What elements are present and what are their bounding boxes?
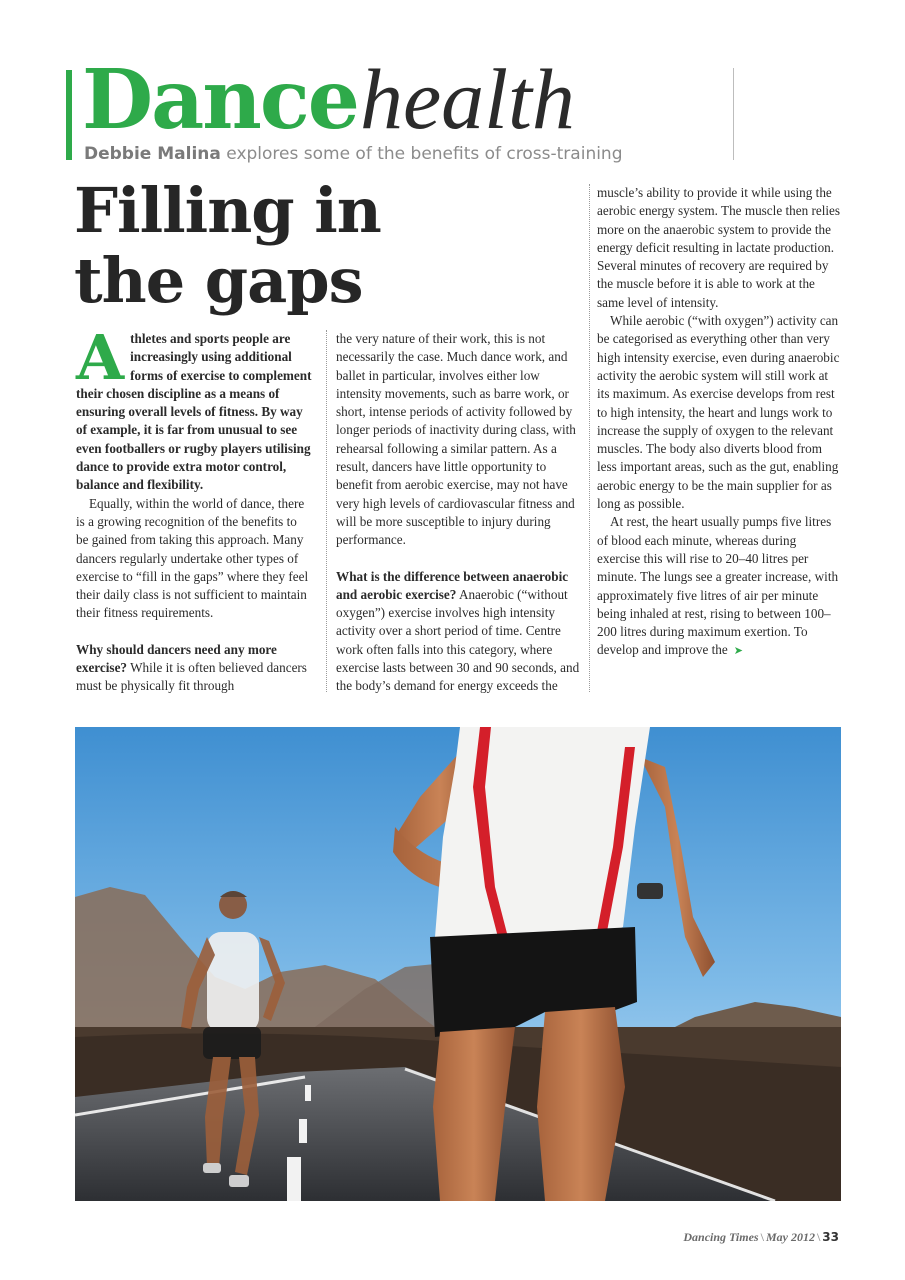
article-column-2 (336, 330, 580, 696)
page-number: 33 (822, 1230, 839, 1244)
article-column-1 (76, 321, 312, 696)
body-paragraph: the very nature of their work, this is not necessarily the case. Much dance work, and ballet in particular, involves either low intensity movements, such as barre work, or short, intense periods of activity followed by longer periods of inactivity during class, with rehearsal following a similar pattern. As a result, dancers have little opportunity to benefit from aerobic exercise, may not have very high levels of cardiovascular fitness and will be more susceptible to injury during performance. (336, 331, 576, 548)
runners-photo (75, 727, 841, 1201)
subheading: What is the difference between anaerobic and aerobic exercise? (336, 568, 569, 602)
masthead-bar (66, 70, 72, 160)
column-divider (589, 184, 590, 692)
section-masthead (82, 51, 575, 148)
body-paragraph (597, 513, 841, 660)
body-text: At rest, the heart usually pumps five litres of blood each minute, whereas during exercise this will rise to 20–40 litres per minute. The lungs see a greater increase, with approximately five litres of air per minute being inhaled at rest, rising to between 100–200 litres during maximum exertion. To develop and improve the (597, 514, 839, 658)
body-paragraph: While aerobic (“with oxygen”) activity can be categorised as everything other than very high intensity exercise, even during anaerobic activity the aerobic system will still work at its maximum. As exercise develops from rest to high intensity, the heart and lungs work to increase the supply of oxygen to the relevant muscles. The body also diverts blood from less important areas, such as the gut, enabling aerobic energy to be the main supplier for as long as possible. (597, 313, 840, 512)
byline-tagline: explores some of the benefits of cross-training (226, 144, 623, 164)
byline (84, 144, 623, 164)
section-paragraph (76, 641, 312, 696)
intro-lead: thletes and sports people are increasingly using additional forms of exercise to complement their chosen discipline as a means of ensuring overall levels of fitness. By way of example, it is far from unusual to see even footballers or rugby players utilising dance to provide extra motor control, balance and flexibility. (76, 331, 312, 493)
body-paragraph: muscle’s ability to provide it while using the aerobic energy system. The muscle then relies more on the anaerobic system to provide the energy deficit resulting in lactate production. Several minutes of recovery are required by the muscle before it is able to work at the same level of intensity. (597, 185, 841, 310)
page-folio: Dancing Times \ May 2012 \ 33 (683, 1230, 839, 1244)
arrow-right-icon: ➤ (733, 644, 743, 658)
byline-author: Debbie Malina (84, 144, 221, 164)
body-paragraph: Equally, within the world of dance, there is a growing recognition of the benefits to be gained from taking this approach. Many dancers regularly undertake other types of exercise to “fill in the gaps” where they feel their daily class is not sufficient to maintain their fitness requirements. (76, 495, 309, 621)
masthead-health: health (359, 51, 575, 147)
folio-issue: May 2012 (765, 1230, 815, 1244)
section-text: While it is often believed dancers must be physically fit through (76, 660, 307, 694)
section-text: Anaerobic (“without oxygen”) exercise involves high intensity activity over a short period of time. Centre work often falls into this category, where exercise lasts between 30 and 90 seconds, and the body’s demand for energy exceeds the (336, 586, 580, 694)
article-column-3 (597, 184, 841, 661)
subheading: Why should dancers need any more exercise? (76, 641, 277, 676)
masthead-rule (733, 68, 734, 160)
section-paragraph (336, 568, 580, 696)
article-headline: Filling in the gaps (74, 174, 381, 317)
folio-magazine: Dancing Times (683, 1230, 759, 1244)
column-divider (326, 330, 327, 692)
intro-paragraph (76, 321, 312, 495)
drop-cap: A (76, 321, 125, 394)
masthead-dance: Dance (82, 52, 358, 148)
